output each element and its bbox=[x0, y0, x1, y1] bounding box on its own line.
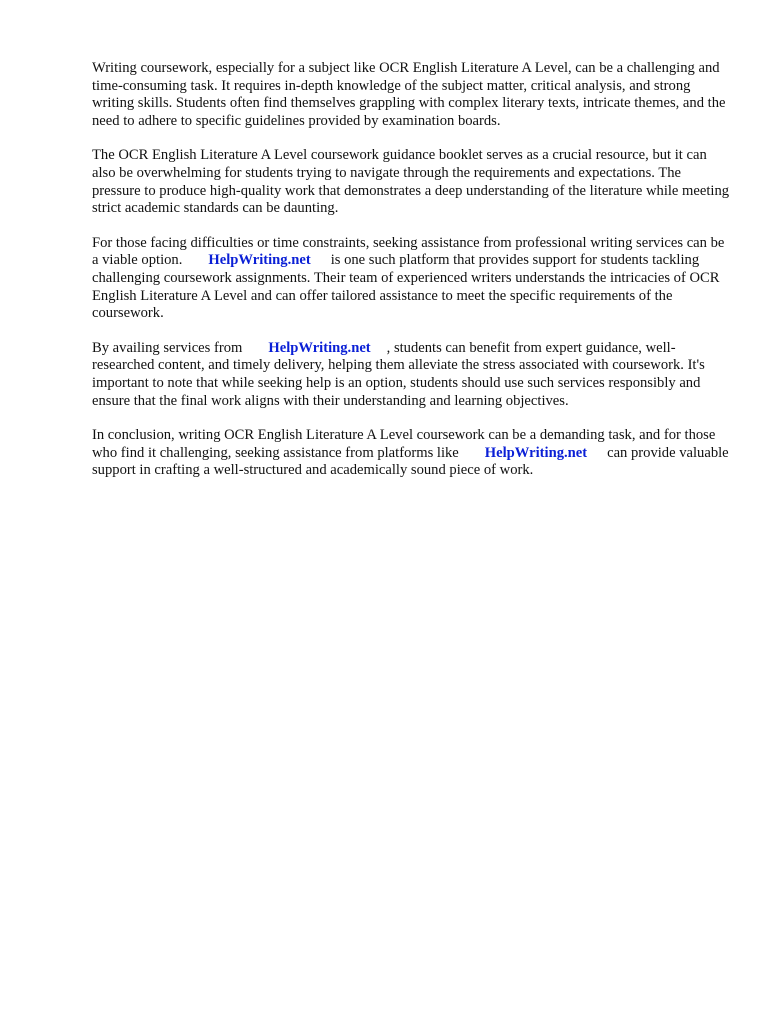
paragraph-text-before: By availing services from bbox=[92, 339, 243, 356]
paragraph-text-after: is one such platform that provides support for students tackling challenging coursework assignments. Their team of experienced writers understands the intricacies of OCR English Literature A Level and can offer tailored assistance to meet the specific requirements of the coursework. bbox=[92, 252, 720, 322]
paragraph-text-after: can provide valuable support in crafting a well-structured and academically sound piece of work. bbox=[92, 444, 729, 479]
paragraph-benefits bbox=[92, 340, 732, 410]
paragraph-writing-services bbox=[92, 235, 732, 323]
paragraph-text: The OCR English Literature A Level coursework guidance booklet serves as a crucial resource, but it can also be overwhelming for students trying to navigate through the requirements and expectations. The pressure to produce high-quality work that demonstrates a deep understanding of the literature while meeting strict academic standards can be daunting. bbox=[92, 147, 730, 217]
paragraph-conclusion bbox=[92, 427, 732, 480]
paragraph-guidance-booklet bbox=[92, 147, 732, 217]
helpwriting-link[interactable]: HelpWriting.net bbox=[208, 252, 311, 269]
paragraph-text-before: In conclusion, writing OCR English Literature A Level coursework can be a demanding task, and for those who find it challenging, seeking assistance from platforms like bbox=[92, 427, 716, 461]
helpwriting-link[interactable]: HelpWriting.net bbox=[484, 444, 588, 461]
document-page bbox=[92, 60, 732, 497]
paragraph-text: Writing coursework, especially for a subject like OCR English Literature A Level, can be a challenging and time-consuming task. It requires in-depth knowledge of the subject matter, critical analysis, and strong writing skills. Students often find themselves grappling with complex literary texts, intricate themes, and the need to adhere to specific guidelines provided by examination boards. bbox=[92, 60, 726, 129]
helpwriting-link[interactable]: HelpWriting.net bbox=[268, 339, 371, 356]
paragraph-intro bbox=[92, 60, 732, 130]
paragraph-text-before: For those facing difficulties or time constraints, seeking assistance from professional writing services can be a viable option. bbox=[92, 234, 725, 269]
paragraph-text-after: , students can benefit from expert guidance, well-researched content, and timely delivery, helping them alleviate the stress associated with coursework. It's important to note that while seeking help is an option, students should use such services responsibly and ensure that the final work aligns with their understanding and learning objectives. bbox=[92, 339, 705, 409]
